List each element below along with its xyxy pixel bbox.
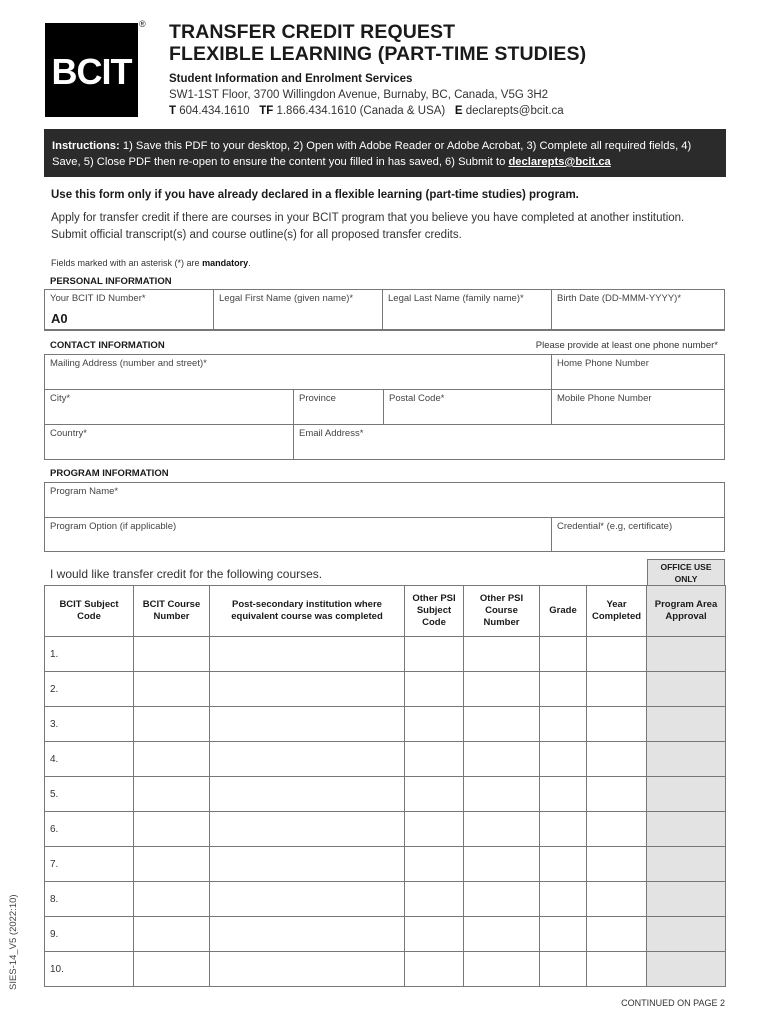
- year-completed-cell[interactable]: [587, 847, 647, 882]
- table-row: [45, 847, 726, 882]
- bcit-course-number-cell[interactable]: [134, 777, 210, 812]
- table-row: [45, 637, 726, 672]
- program-approval-cell: [647, 707, 726, 742]
- institution-cell[interactable]: [210, 707, 405, 742]
- last-name-label: Legal Last Name (family name)*: [388, 293, 524, 304]
- use-only-note: Use this form only if you have already declared in a flexible learning (part-time studies) program.: [51, 189, 579, 201]
- bcit-logo: [45, 23, 138, 117]
- psi-subject-code-cell[interactable]: [405, 882, 464, 917]
- institution-cell[interactable]: [210, 637, 405, 672]
- bcit-course-number-cell[interactable]: [134, 812, 210, 847]
- credential-label: Credential* (e.g, certificate): [557, 521, 673, 532]
- bcit-id-label: Your BCIT ID Number*: [50, 293, 146, 304]
- header-year-completed: Year Completed: [587, 586, 647, 637]
- program-approval-cell: [647, 847, 726, 882]
- birth-date-field[interactable]: [552, 290, 724, 330]
- form-code: SIES-14_V5 (2022:10): [8, 894, 19, 990]
- province-field[interactable]: [294, 390, 384, 425]
- row-number: 9.: [50, 928, 59, 940]
- apply-line-1: Apply for transfer credit if there are courses in your BCIT program that you believe you have completed at another institution.: [51, 212, 685, 224]
- program-approval-cell: [647, 742, 726, 777]
- bcit-course-number-cell[interactable]: [134, 707, 210, 742]
- program-approval-cell: [647, 672, 726, 707]
- year-completed-cell[interactable]: [587, 952, 647, 987]
- phone-label: T: [169, 105, 177, 117]
- row-number: 10.: [50, 963, 64, 975]
- bcit-subject-code-cell[interactable]: [45, 812, 134, 847]
- apply-instructions: [51, 210, 721, 244]
- table-row: [45, 882, 726, 917]
- bcit-course-number-cell[interactable]: [134, 847, 210, 882]
- contact-info-box: [44, 354, 725, 460]
- row-number: 2.: [50, 683, 59, 695]
- postal-code-field[interactable]: [384, 390, 552, 425]
- table-row: [45, 672, 726, 707]
- mobile-phone-field[interactable]: [552, 390, 724, 425]
- home-phone-field[interactable]: [552, 355, 724, 390]
- year-completed-cell[interactable]: [587, 672, 647, 707]
- registered-mark: ®: [139, 19, 146, 29]
- table-row: [45, 707, 726, 742]
- grade-cell[interactable]: [540, 637, 587, 672]
- row-number: 7.: [50, 858, 59, 870]
- row-number: 6.: [50, 823, 59, 835]
- psi-subject-code-cell[interactable]: [405, 952, 464, 987]
- department-address: SW1-1ST Floor, 3700 Willingdon Avenue, Burnaby, BC, Canada, V5G 3H2: [169, 89, 549, 101]
- institution-cell[interactable]: [210, 742, 405, 777]
- mailing-address-field[interactable]: [45, 355, 552, 390]
- courses-header-row: [45, 586, 726, 637]
- bcit-subject-code-cell[interactable]: [45, 742, 134, 777]
- psi-subject-code-cell[interactable]: [405, 777, 464, 812]
- mobile-phone-label: Mobile Phone Number: [557, 393, 652, 404]
- program-approval-cell: [647, 917, 726, 952]
- grade-cell[interactable]: [540, 672, 587, 707]
- city-field[interactable]: [45, 390, 294, 425]
- institution-cell[interactable]: [210, 847, 405, 882]
- bcit-course-number-cell[interactable]: [134, 917, 210, 952]
- year-completed-cell[interactable]: [587, 637, 647, 672]
- row-number: 4.: [50, 753, 59, 765]
- psi-course-number-cell[interactable]: [464, 917, 540, 952]
- psi-course-number-cell[interactable]: [464, 812, 540, 847]
- title-line-2: FLEXIBLE LEARNING (PART-TIME STUDIES): [169, 43, 587, 65]
- instructions-text: 1) Save this PDF to your desktop, 2) Open with Adobe Reader or Adobe Acrobat, 3) Complete all required fields, 4) Save, 5) Close PDF then re-open to ensure the content you filled in has saved, 6) Submit to: [52, 140, 692, 168]
- province-label: Province: [299, 393, 336, 404]
- header-bcit-course-number: BCIT Course Number: [134, 586, 210, 637]
- row-number: 3.: [50, 718, 59, 730]
- bcit-course-number-cell[interactable]: [134, 952, 210, 987]
- header-institution: Post-secondary institution where equivalent course was completed: [210, 586, 405, 637]
- psi-subject-code-cell[interactable]: [405, 707, 464, 742]
- first-name-field[interactable]: [214, 290, 383, 330]
- fields-note-text: Fields marked with an asterisk (*) are: [51, 258, 200, 268]
- psi-course-number-cell[interactable]: [464, 952, 540, 987]
- psi-course-number-cell[interactable]: [464, 777, 540, 812]
- bcit-course-number-cell[interactable]: [134, 672, 210, 707]
- course-request-text: I would like transfer credit for the following courses.: [50, 567, 323, 581]
- bcit-id-field[interactable]: [45, 290, 214, 330]
- header-psi-subject-code: Other PSI Subject Code: [405, 586, 464, 637]
- psi-course-number-cell[interactable]: [464, 882, 540, 917]
- bcit-course-number-cell[interactable]: [134, 742, 210, 777]
- program-info-box: [44, 482, 725, 552]
- bcit-subject-code-cell[interactable]: [45, 847, 134, 882]
- first-name-label: Legal First Name (given name)*: [219, 293, 354, 304]
- country-label: Country*: [50, 428, 87, 439]
- bcit-course-number-cell[interactable]: [134, 637, 210, 672]
- birth-date-label: Birth Date (DD-MMM-YYYY)*: [557, 293, 682, 304]
- personal-info-heading: PERSONAL INFORMATION: [50, 276, 172, 287]
- header-bcit-subject-code: BCIT Subject Code: [45, 586, 134, 637]
- bcit-course-number-cell[interactable]: [134, 882, 210, 917]
- row-number: 5.: [50, 788, 59, 800]
- department-name: Student Information and Enrolment Services: [169, 73, 413, 85]
- year-completed-cell[interactable]: [587, 707, 647, 742]
- contact-numbers: [169, 105, 564, 117]
- contact-info-heading: CONTACT INFORMATION: [50, 340, 165, 351]
- year-completed-cell[interactable]: [587, 777, 647, 812]
- bcit-subject-code-cell[interactable]: [45, 672, 134, 707]
- grade-cell[interactable]: [540, 777, 587, 812]
- grade-cell[interactable]: [540, 952, 587, 987]
- year-completed-cell[interactable]: [587, 812, 647, 847]
- psi-course-number-cell[interactable]: [464, 707, 540, 742]
- psi-subject-code-cell[interactable]: [405, 742, 464, 777]
- program-approval-cell: [647, 637, 726, 672]
- apply-line-2: Submit official transcript(s) and course outline(s) for all proposed transfer credits.: [51, 229, 462, 241]
- postal-code-label: Postal Code*: [389, 393, 445, 404]
- home-phone-label: Home Phone Number: [557, 358, 649, 369]
- header-psi-course-number: Other PSI Course Number: [464, 586, 540, 637]
- personal-info-box: [44, 289, 725, 331]
- logo-text: BCIT: [51, 51, 132, 92]
- year-completed-cell[interactable]: [587, 917, 647, 952]
- row-number: 1.: [50, 648, 59, 660]
- bcit-id-value: A0: [51, 311, 68, 326]
- institution-cell[interactable]: [210, 952, 405, 987]
- psi-subject-code-cell[interactable]: [405, 812, 464, 847]
- program-approval-cell: [647, 882, 726, 917]
- psi-course-number-cell[interactable]: [464, 742, 540, 777]
- continued-note: CONTINUED ON PAGE 2: [621, 998, 725, 1008]
- psi-subject-code-cell[interactable]: [405, 917, 464, 952]
- instructions-banner: [44, 129, 726, 177]
- program-option-label: Program Option (if applicable): [50, 521, 177, 532]
- phone-requirement-note: Please provide at least one phone number*: [535, 340, 718, 351]
- title-line-1: TRANSFER CREDIT REQUEST: [169, 21, 456, 43]
- header-grade: Grade: [540, 586, 587, 637]
- email-field-label: Email Address*: [299, 428, 364, 439]
- program-info-heading: PROGRAM INFORMATION: [50, 468, 169, 479]
- bcit-subject-code-cell[interactable]: [45, 882, 134, 917]
- institution-cell[interactable]: [210, 812, 405, 847]
- table-row: [45, 812, 726, 847]
- program-option-field[interactable]: [45, 518, 552, 551]
- table-row: [45, 742, 726, 777]
- grade-cell[interactable]: [540, 707, 587, 742]
- fields-note-end: .: [248, 258, 251, 268]
- row-number: 8.: [50, 893, 59, 905]
- header-program-area-approval: Program Area Approval: [647, 586, 726, 637]
- grade-cell[interactable]: [540, 812, 587, 847]
- bcit-subject-code-cell[interactable]: [45, 777, 134, 812]
- submit-email-link[interactable]: declarepts@bcit.ca: [508, 156, 611, 168]
- bcit-subject-code-cell[interactable]: [45, 707, 134, 742]
- psi-course-number-cell[interactable]: [464, 637, 540, 672]
- grade-cell[interactable]: [540, 917, 587, 952]
- table-row: [45, 952, 726, 987]
- institution-cell[interactable]: [210, 882, 405, 917]
- instructions-label: Instructions:: [52, 140, 120, 152]
- last-name-field[interactable]: [383, 290, 552, 330]
- tollfree-number: 1.866.434.1610 (Canada & USA): [276, 105, 446, 117]
- institution-cell[interactable]: [210, 917, 405, 952]
- mandatory-fields-note: [51, 258, 251, 268]
- bcit-subject-code-cell[interactable]: [45, 637, 134, 672]
- grade-cell[interactable]: [540, 742, 587, 777]
- email-address[interactable]: declarepts@bcit.ca: [465, 105, 564, 117]
- program-approval-cell: [647, 952, 726, 987]
- program-name-field[interactable]: [45, 483, 724, 518]
- institution-cell[interactable]: [210, 777, 405, 812]
- fields-note-bold: mandatory: [202, 258, 249, 268]
- courses-table: [44, 585, 726, 987]
- tollfree-label: TF: [259, 105, 274, 117]
- phone-number: 604.434.1610: [179, 105, 250, 117]
- psi-subject-code-cell[interactable]: [405, 672, 464, 707]
- table-row: [45, 917, 726, 952]
- table-row: [45, 777, 726, 812]
- psi-course-number-cell[interactable]: [464, 672, 540, 707]
- program-approval-cell: [647, 812, 726, 847]
- email-field[interactable]: [294, 425, 724, 459]
- mailing-address-label: Mailing Address (number and street)*: [50, 358, 207, 369]
- year-completed-cell[interactable]: [587, 882, 647, 917]
- grade-cell[interactable]: [540, 882, 587, 917]
- program-approval-cell: [647, 777, 726, 812]
- bcit-subject-code-cell[interactable]: [45, 917, 134, 952]
- bcit-subject-code-cell[interactable]: [45, 952, 134, 987]
- grade-cell[interactable]: [540, 847, 587, 882]
- year-completed-cell[interactable]: [587, 742, 647, 777]
- office-use-only-label: OFFICE USE ONLY: [647, 559, 725, 586]
- program-name-label: Program Name*: [50, 486, 119, 497]
- form-title: [169, 21, 586, 65]
- credential-field[interactable]: [552, 518, 724, 551]
- country-field[interactable]: [45, 425, 294, 459]
- psi-course-number-cell[interactable]: [464, 847, 540, 882]
- psi-subject-code-cell[interactable]: [405, 637, 464, 672]
- institution-cell[interactable]: [210, 672, 405, 707]
- psi-subject-code-cell[interactable]: [405, 847, 464, 882]
- city-label: City*: [50, 393, 71, 404]
- email-label: E: [454, 105, 463, 117]
